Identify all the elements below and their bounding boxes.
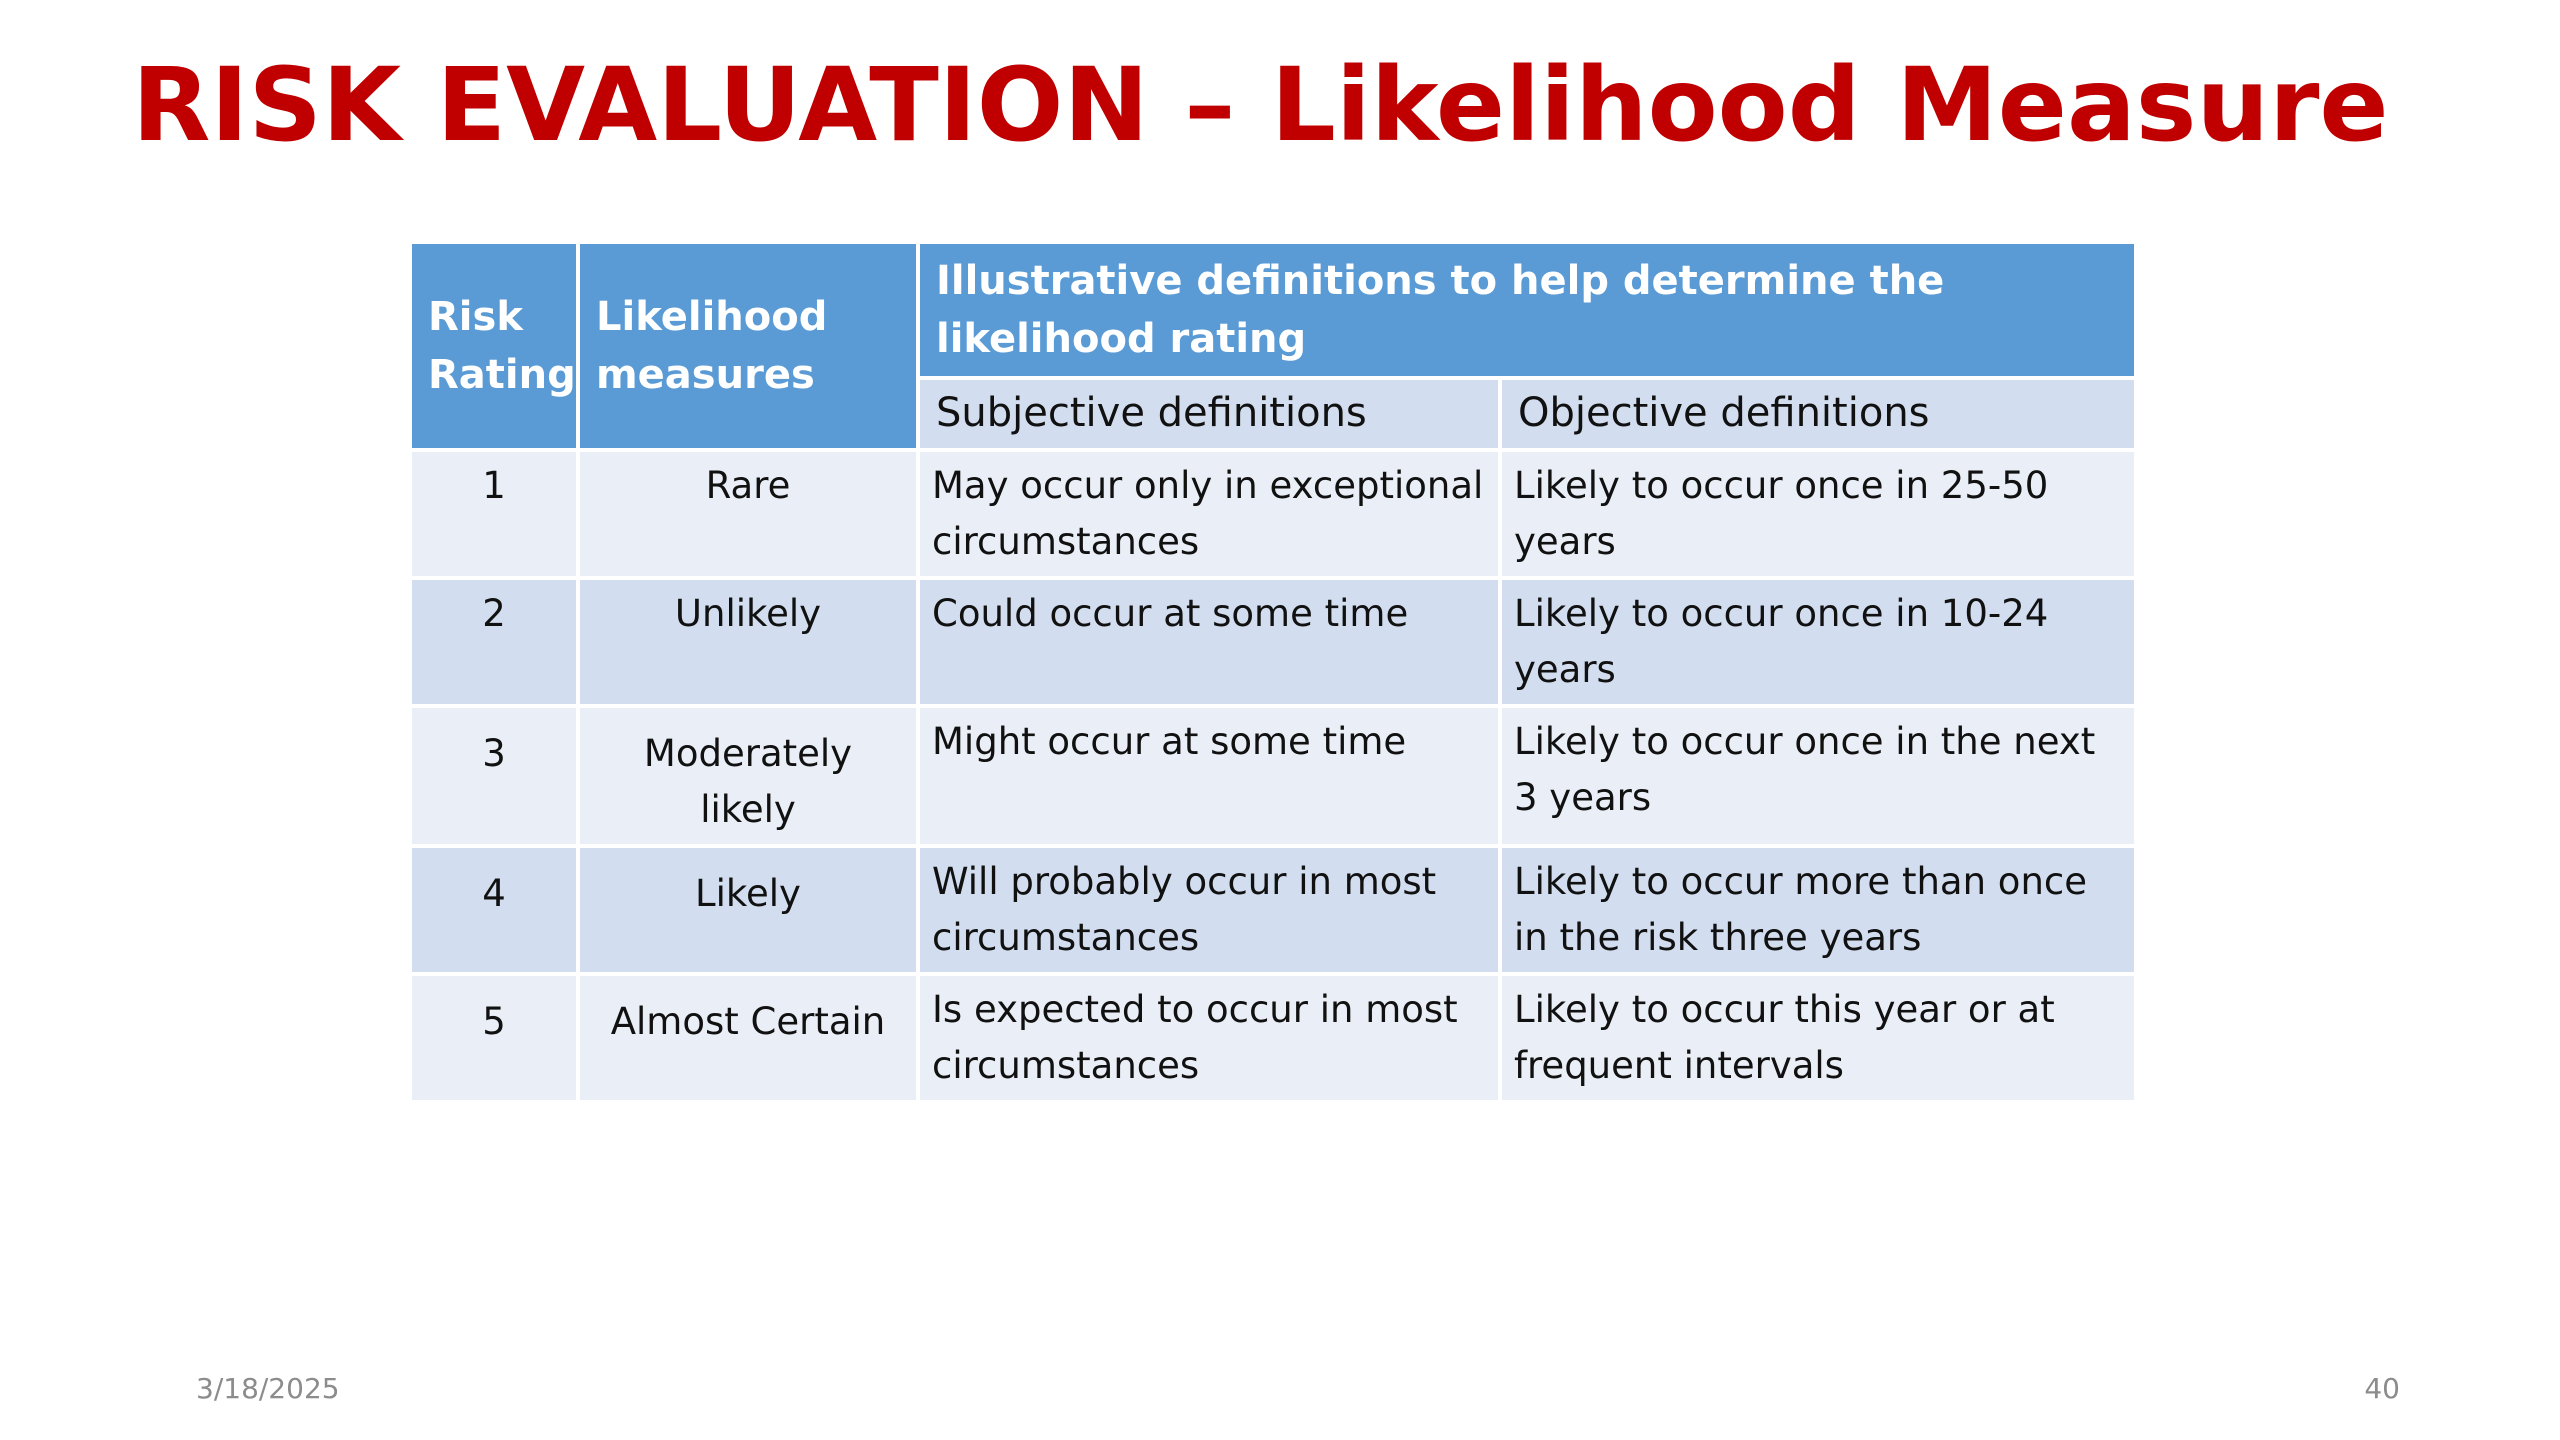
likelihood-measure-cell: Unlikely — [578, 578, 918, 706]
likelihood-measure-cell: Rare — [578, 450, 918, 578]
page-number: 40 — [2364, 1372, 2400, 1405]
header-likelihood-measures: Likelihood measures — [578, 242, 918, 450]
objective-definition-cell: Likely to occur once in the next 3 years — [1500, 706, 2136, 846]
subjective-definition-cell: Might occur at some time — [918, 706, 1500, 846]
table-row — [410, 846, 2136, 974]
objective-definition-cell: Likely to occur once in 25-50 years — [1500, 450, 2136, 578]
header-row-top — [410, 242, 2136, 378]
table-row — [410, 450, 2136, 578]
header-illustrative-definitions: Illustrative definitions to help determine the likelihood rating — [918, 242, 2136, 378]
footer-date: 3/18/2025 — [196, 1372, 340, 1405]
table-row — [410, 578, 2136, 706]
objective-definition-cell: Likely to occur this year or at frequent intervals — [1500, 974, 2136, 1102]
likelihood-measure-cell: Likely — [578, 846, 918, 974]
header-subjective-definitions: Subjective definitions — [918, 378, 1500, 450]
table-row — [410, 706, 2136, 846]
risk-rating-cell: 5 — [410, 974, 578, 1102]
risk-rating-cell: 1 — [410, 450, 578, 578]
header-risk-rating: Risk Rating — [410, 242, 578, 450]
subjective-definition-cell: Could occur at some time — [918, 578, 1500, 706]
subjective-definition-cell: Will probably occur in most circumstances — [918, 846, 1500, 974]
risk-rating-cell: 3 — [410, 706, 578, 846]
slide-title: RISK EVALUATION – Likelihood Measure — [132, 46, 2389, 165]
subjective-definition-cell: May occur only in exceptional circumstances — [918, 450, 1500, 578]
table-row — [410, 974, 2136, 1102]
likelihood-table — [408, 240, 2138, 1104]
subjective-definition-cell: Is expected to occur in most circumstances — [918, 974, 1500, 1102]
risk-rating-cell: 4 — [410, 846, 578, 974]
likelihood-measure-cell: Almost Certain — [578, 974, 918, 1102]
header-objective-definitions: Objective definitions — [1500, 378, 2136, 450]
likelihood-measure-cell: Moderately likely — [578, 706, 918, 846]
risk-rating-cell: 2 — [410, 578, 578, 706]
objective-definition-cell: Likely to occur once in 10-24 years — [1500, 578, 2136, 706]
objective-definition-cell: Likely to occur more than once in the risk three years — [1500, 846, 2136, 974]
